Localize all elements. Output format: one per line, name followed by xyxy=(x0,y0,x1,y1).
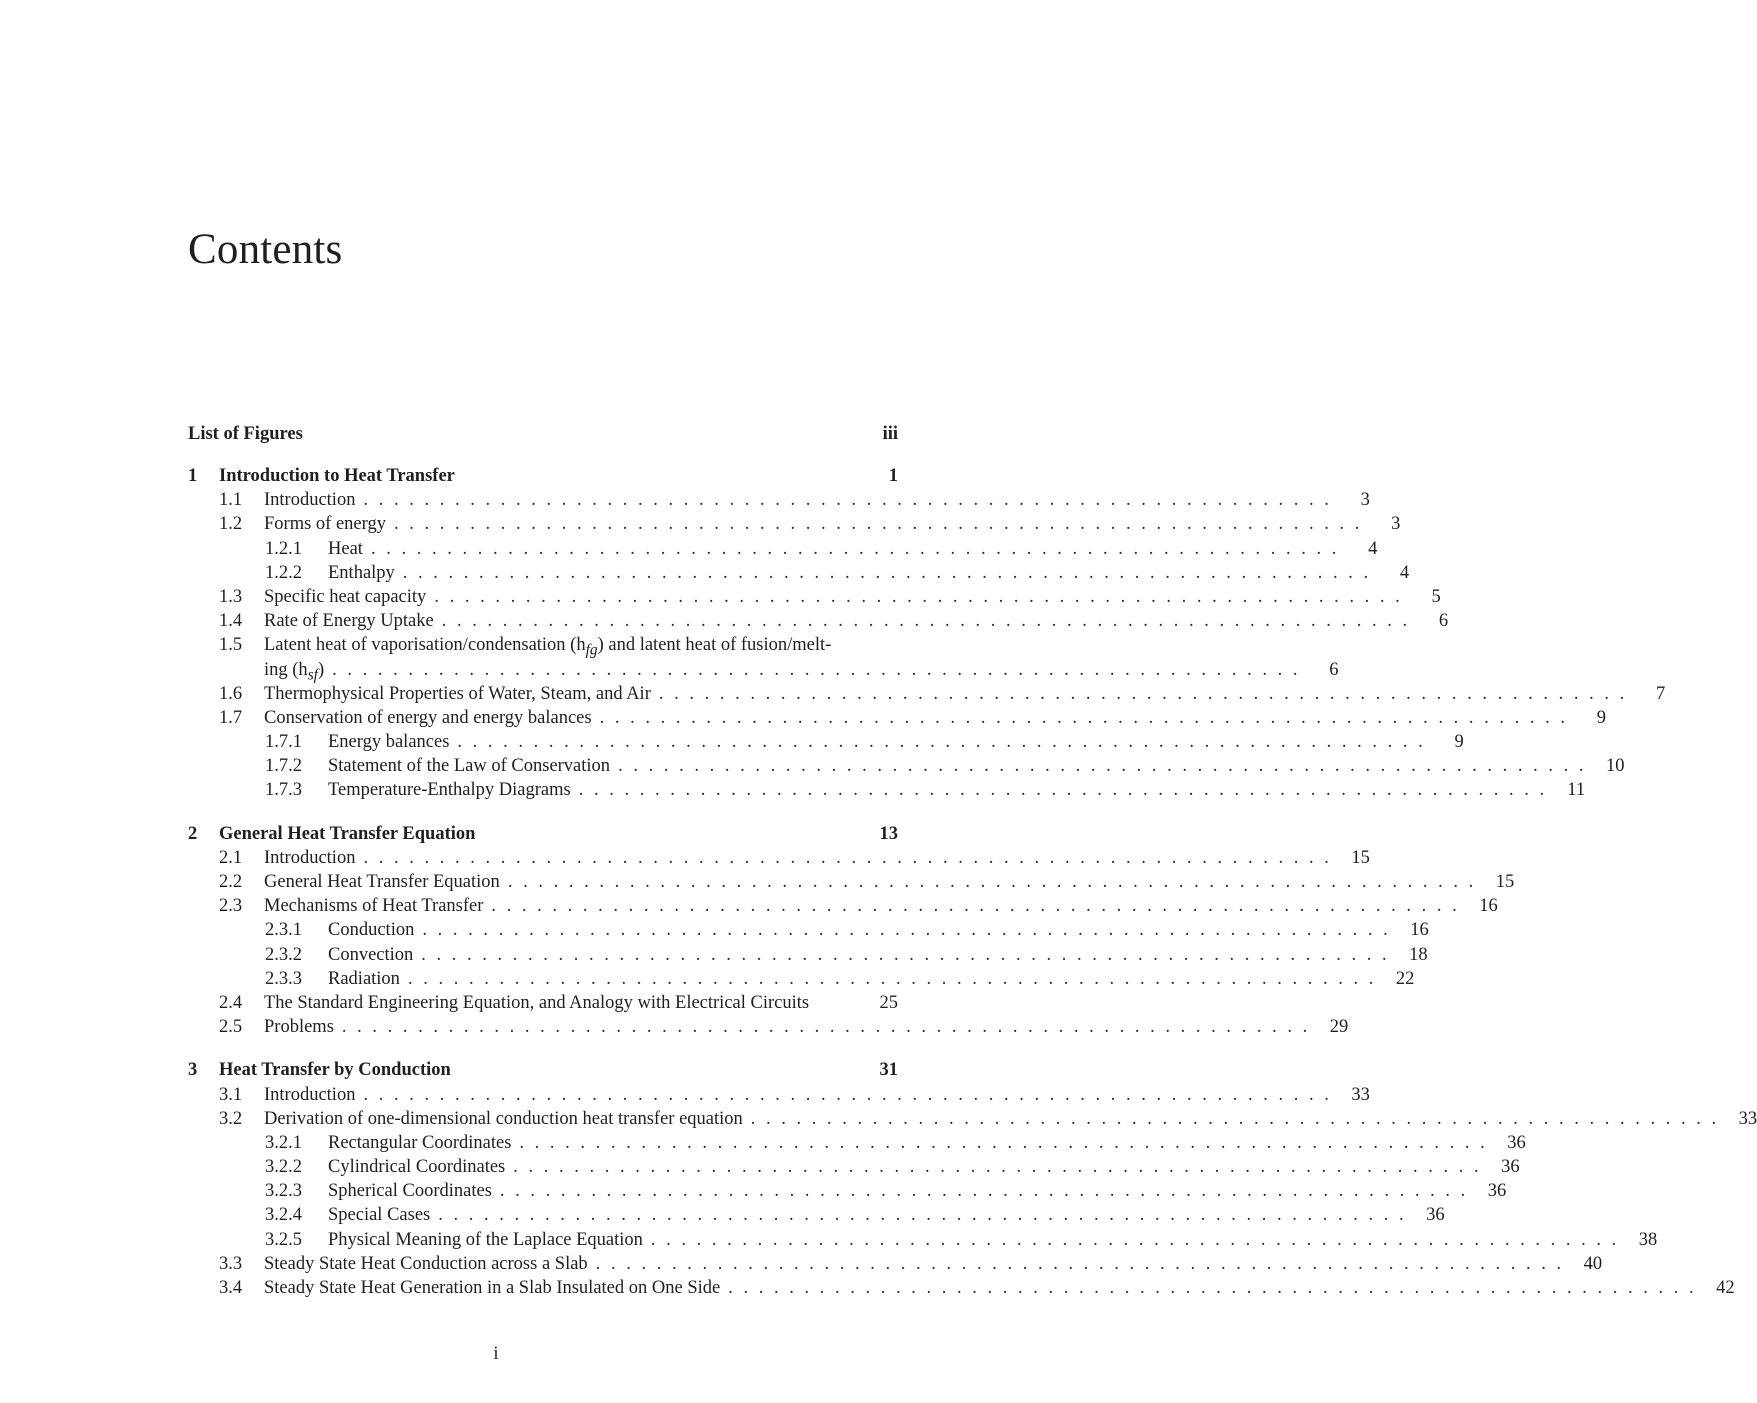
toc-entry-page: 42 xyxy=(1716,1278,1735,1298)
toc-entry-title: Derivation of one-dimensional conduction heat transfer equation xyxy=(264,1108,743,1129)
toc-entry-number: 2.3.3 xyxy=(265,968,302,989)
toc-leader-dots xyxy=(395,561,1371,585)
toc-entry-number: 1.7.1 xyxy=(265,732,302,753)
toc-leader-dots xyxy=(492,1179,1468,1203)
toc-section[interactable] xyxy=(188,1015,1349,1039)
toc-entry-page: 36 xyxy=(1501,1157,1520,1178)
toc-entry-title: Radiation xyxy=(328,968,400,989)
toc-leader-dots xyxy=(414,918,1390,942)
toc-entry-page: 5 xyxy=(1431,586,1441,607)
toc-entry-page: 18 xyxy=(1409,944,1428,965)
toc-entry-page: 40 xyxy=(1583,1253,1603,1274)
toc-entry-title: Conduction xyxy=(328,920,415,941)
toc-entry-number: 2.3 xyxy=(219,896,243,917)
toc-entry-page: 22 xyxy=(1395,968,1415,989)
page-title: Contents xyxy=(188,226,343,273)
toc-entry-title: List of Figures xyxy=(188,424,303,444)
toc-entry-number: 3.4 xyxy=(219,1278,243,1298)
toc-entry-title: Statement of the Law of Conservation xyxy=(328,756,611,777)
toc-leader-dots xyxy=(355,1083,1331,1107)
toc-entry-number: 1.7 xyxy=(219,707,243,728)
toc-leader-dots xyxy=(386,512,1362,536)
toc-entry-number: 1.7.2 xyxy=(265,756,302,777)
toc-entry-page: 36 xyxy=(1426,1205,1445,1226)
toc-leader-dots xyxy=(500,870,1476,894)
toc-subsection[interactable] xyxy=(188,1131,1526,1155)
toc-entry-title: Physical Meaning of the Laplace Equation xyxy=(328,1229,643,1250)
toc-leader-dots xyxy=(483,894,1459,918)
toc-entry-number: 1.7.3 xyxy=(265,780,302,801)
table-of-contents xyxy=(188,420,1757,1300)
toc-subsection[interactable] xyxy=(188,730,1464,754)
toc-entry-title: Latent heat of vaporisation/condensation $(h_{fg})$ and latent heat of fusion/melt- xyxy=(264,635,832,659)
toc-leader-dots xyxy=(355,846,1331,870)
toc-entry-page: 6 xyxy=(1329,659,1339,680)
toc-section[interactable] xyxy=(188,870,1515,894)
toc-entry-number: 3.3 xyxy=(219,1253,243,1274)
toc-entry-title: Steady State Heat Generation in a Slab Insulated on One Side xyxy=(264,1278,721,1298)
toc-entry-title: Thermophysical Properties of Water, Steam, and Air xyxy=(264,683,651,704)
toc-leader-dots xyxy=(355,488,1331,512)
toc-entry-title: Spherical Coordinates xyxy=(328,1181,492,1202)
toc-subsection[interactable] xyxy=(188,943,1428,967)
toc-entry-page: 9 xyxy=(1454,732,1464,753)
toc-entry-number: 1.4 xyxy=(219,611,243,632)
toc-entry-page: 33 xyxy=(1738,1108,1757,1129)
toc-chapter-1[interactable] xyxy=(188,464,898,488)
toc-entry-title: Specific heat capacity xyxy=(264,586,427,607)
toc-entry-page: 4 xyxy=(1399,562,1410,583)
toc-entry-number: 2.5 xyxy=(219,1017,243,1038)
toc-entry-title: Heat Transfer by Conduction xyxy=(219,1060,451,1081)
toc-subsection[interactable] xyxy=(188,537,1378,561)
toc-chapter-3[interactable] xyxy=(188,1058,898,1082)
toc-section[interactable] xyxy=(188,1107,1757,1131)
toc-leader-dots xyxy=(434,609,1410,633)
toc-entry-number: 1.2.2 xyxy=(265,562,302,583)
toc-leader-dots xyxy=(430,1203,1406,1227)
toc-subsection[interactable] xyxy=(188,918,1429,942)
toc-section[interactable] xyxy=(188,706,1606,730)
toc-entry-number: 2.3.2 xyxy=(265,944,302,965)
toc-section[interactable] xyxy=(188,633,1339,684)
toc-entry-page: 16 xyxy=(1479,896,1498,917)
toc-section[interactable] xyxy=(188,585,1441,609)
toc-leader-dots xyxy=(571,778,1547,802)
toc-entry-number: 2.4 xyxy=(219,992,243,1013)
toc-entry-title: Rate of Energy Uptake xyxy=(264,611,434,632)
toc-leader-dots xyxy=(743,1107,1719,1131)
toc-leader-dots xyxy=(400,967,1376,991)
toc-leader-dots xyxy=(334,1015,1310,1039)
toc-subsection[interactable] xyxy=(188,1203,1445,1227)
toc-entry-title: Introduction to Heat Transfer xyxy=(219,466,455,486)
toc-entry-page: iii xyxy=(882,424,898,444)
toc-leader-dots xyxy=(511,1131,1487,1155)
toc-entry-number: 1.2.1 xyxy=(265,538,302,559)
toc-entry-number: 3.2 xyxy=(219,1108,243,1129)
toc-subsection[interactable] xyxy=(188,967,1415,991)
toc-section[interactable] xyxy=(188,846,1370,870)
toc-entry-page: 3 xyxy=(1360,490,1370,511)
toc-entry-number: 1.1 xyxy=(219,490,243,511)
toc-entry-page: 25 xyxy=(879,992,898,1013)
toc-entry-page: 29 xyxy=(1329,1017,1349,1038)
toc-entry-title: Introduction xyxy=(264,847,356,868)
toc-list-of-figures[interactable] xyxy=(188,420,898,448)
toc-entry-title: Cylindrical Coordinates xyxy=(328,1157,506,1178)
toc-entry-number: 1.3 xyxy=(219,586,243,607)
toc-entry-page: 1 xyxy=(888,466,898,486)
toc-entry-title: Enthalpy xyxy=(328,562,395,583)
toc-entry-page: 15 xyxy=(1495,872,1515,892)
toc-leader-dots xyxy=(426,585,1402,609)
toc-entry-title: Forms of energy xyxy=(264,514,386,535)
toc-entry-title: General Heat Transfer Equation xyxy=(264,872,500,892)
toc-entry-title: Convection xyxy=(328,944,414,965)
toc-entry-page: 36 xyxy=(1487,1181,1507,1202)
toc-chapter-2[interactable] xyxy=(188,822,898,846)
toc-entry-title: Mechanisms of Heat Transfer xyxy=(264,896,484,917)
toc-leader-dots xyxy=(505,1155,1481,1179)
toc-subsection[interactable] xyxy=(188,1228,1658,1252)
toc-entry-number: 3.2.2 xyxy=(265,1157,302,1178)
toc-entry-page: 4 xyxy=(1368,538,1378,559)
toc-entry-title: Conservation of energy and energy balances xyxy=(264,707,592,728)
toc-entry-title: Problems xyxy=(264,1017,334,1038)
toc-subsection[interactable] xyxy=(188,778,1586,802)
toc-entry-title: Heat xyxy=(328,538,363,559)
toc-entry-title: Special Cases xyxy=(328,1205,431,1226)
toc-section[interactable] xyxy=(188,488,1370,512)
toc-entry-page: 9 xyxy=(1596,707,1606,728)
toc-section[interactable] xyxy=(188,1083,1370,1107)
toc-section[interactable] xyxy=(188,1252,1603,1276)
page-number: i xyxy=(493,1344,499,1364)
toc-entry-page: 13 xyxy=(879,823,898,844)
toc-entry-number: 1 xyxy=(188,466,198,486)
toc-subsection[interactable] xyxy=(188,754,1625,778)
toc-entry-title: The Standard Engineering Equation, and Analogy with Electrical Circuits xyxy=(264,992,810,1013)
toc-entry-number: 1.5 xyxy=(219,635,243,656)
toc-leader-dots xyxy=(610,754,1586,778)
toc-leader-dots xyxy=(413,943,1389,967)
toc-entry-title: General Heat Transfer Equation xyxy=(219,823,476,844)
toc-entry-page: 16 xyxy=(1410,920,1429,941)
toc-entry-number: 2 xyxy=(188,823,198,844)
toc-entry-number: 3.2.1 xyxy=(265,1132,302,1153)
toc-leader-dots xyxy=(324,658,1300,682)
toc-section[interactable] xyxy=(188,609,1449,633)
toc-entry-number: 3.2.3 xyxy=(265,1181,302,1202)
toc-entry-page: 3 xyxy=(1391,514,1401,535)
toc-subsection[interactable] xyxy=(188,1179,1507,1203)
toc-entry-number: 3.1 xyxy=(219,1084,243,1105)
toc-entry-number: 2.2 xyxy=(219,872,243,892)
toc-entry-title: Rectangular Coordinates xyxy=(328,1132,512,1153)
toc-entry-number: 3 xyxy=(188,1060,198,1081)
toc-entry-page: 15 xyxy=(1351,847,1370,868)
toc-subsection[interactable] xyxy=(188,1155,1520,1179)
toc-entry-page: 7 xyxy=(1655,683,1666,704)
toc-entry-number: 3.2.4 xyxy=(265,1205,302,1226)
toc-leader-dots xyxy=(651,682,1627,706)
toc-entry-page: 38 xyxy=(1638,1229,1658,1250)
toc-leader-dots xyxy=(588,1252,1564,1276)
toc-entry-number: 2.3.1 xyxy=(265,920,302,941)
toc-entry-title: Steady State Heat Conduction across a Slab xyxy=(264,1253,588,1274)
toc-entry-title: Energy balances xyxy=(328,732,450,753)
toc-leader-dots xyxy=(449,730,1425,754)
toc-section[interactable] xyxy=(188,512,1401,536)
toc-entry-page: 33 xyxy=(1351,1084,1370,1105)
toc-section[interactable] xyxy=(188,1276,1735,1300)
toc-leader-dots xyxy=(720,1276,1696,1300)
toc-leader-dots xyxy=(363,537,1339,561)
toc-leader-dots xyxy=(592,706,1568,730)
toc-subsection[interactable] xyxy=(188,561,1410,585)
toc-entry-page: 31 xyxy=(879,1060,898,1081)
toc-entry-page: 36 xyxy=(1507,1132,1526,1153)
toc-entry-title: Introduction xyxy=(264,1084,356,1105)
toc-section[interactable] xyxy=(188,894,1498,918)
toc-leader-dots xyxy=(643,1228,1619,1252)
toc-section[interactable] xyxy=(188,682,1666,706)
toc-entry-number: 1.2 xyxy=(219,514,243,535)
toc-entry-page: 6 xyxy=(1438,611,1449,632)
toc-entry-number: 1.6 xyxy=(219,683,243,704)
toc-section[interactable] xyxy=(188,991,898,1015)
toc-entry-page: 11 xyxy=(1567,780,1586,801)
toc-entry-number: 3.2.5 xyxy=(265,1229,302,1250)
toc-entry-title-continued: ing $(h_{sf})$ xyxy=(264,659,325,684)
toc-entry-title: Temperature-Enthalpy Diagrams xyxy=(328,780,571,801)
toc-entry-title: Introduction xyxy=(264,490,356,511)
toc-entry-number: 2.1 xyxy=(219,847,243,868)
toc-entry-page: 10 xyxy=(1605,756,1625,777)
